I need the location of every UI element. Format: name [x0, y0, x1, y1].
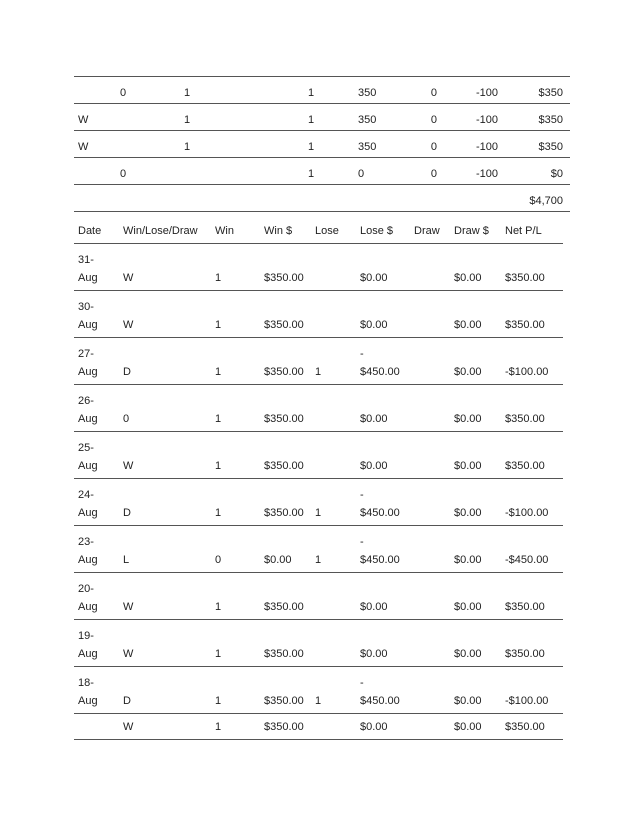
cell-win: 1 [215, 366, 222, 378]
summary-total-row [74, 184, 570, 211]
cell-lose-amt: $0.00 [360, 460, 388, 472]
cell-draw-amt: $0.00 [454, 319, 482, 331]
summary-cell: 1 [308, 114, 315, 126]
cell-result: D [123, 695, 131, 707]
summary-cell: 1 [184, 114, 191, 126]
summary-cell: 0 [120, 87, 127, 99]
cell-win-amt: $350.00 [264, 721, 304, 733]
summary-cell: $350 [538, 114, 563, 126]
cell-lose-amt: $450.00 [360, 366, 400, 378]
summary-cell: 1 [184, 141, 191, 153]
summary-row [74, 130, 570, 157]
cell-lose-amt: $450.00 [360, 507, 400, 519]
table-row [74, 384, 563, 431]
cell-net: $350.00 [505, 648, 545, 660]
cell-win: 1 [215, 721, 222, 733]
cell-win: 1 [215, 695, 222, 707]
summary-cell: 1 [308, 87, 315, 99]
cell-net: $350.00 [505, 601, 545, 613]
date-month: Aug [78, 507, 98, 519]
cell-result: W [123, 648, 134, 660]
table-row [74, 478, 563, 525]
date-day: 19- [78, 630, 94, 642]
lose-amount-sign: - [360, 536, 364, 548]
date-day: 24- [78, 489, 94, 501]
cell-draw-amt: $0.00 [454, 460, 482, 472]
column-header: Win/Lose/Draw [123, 225, 198, 237]
cell-lose-amt: $0.00 [360, 413, 388, 425]
cell-lose: 1 [315, 695, 322, 707]
date-day: 23- [78, 536, 94, 548]
cell-result: D [123, 366, 131, 378]
summary-cell: $0 [550, 168, 563, 180]
summary-cell: -100 [475, 114, 498, 126]
cell-win: 1 [215, 272, 222, 284]
cell-win-amt: $350.00 [264, 507, 304, 519]
column-header: Draw [414, 225, 440, 237]
table-row [74, 713, 563, 739]
date-month: Aug [78, 272, 98, 284]
date-month: Aug [78, 601, 98, 613]
cell-net: $350.00 [505, 460, 545, 472]
summary-row [74, 103, 570, 130]
cell-result: L [123, 554, 130, 566]
table-header [74, 218, 563, 243]
cell-lose: 1 [315, 554, 322, 566]
summary-cell: 0 [430, 141, 437, 153]
cell-draw-amt: $0.00 [454, 272, 482, 284]
summary-cell: $350 [538, 87, 563, 99]
daily-results-table [74, 218, 563, 740]
summary-total: $4,700 [529, 195, 563, 207]
cell-win-amt: $350.00 [264, 695, 304, 707]
summary-row [74, 76, 570, 103]
date-day: 20- [78, 583, 94, 595]
date-month: Aug [78, 319, 98, 331]
table-bottom-rule [74, 739, 563, 740]
table-row [74, 431, 563, 478]
cell-win-amt: $350.00 [264, 460, 304, 472]
table-row [74, 290, 563, 337]
cell-draw-amt: $0.00 [454, 413, 482, 425]
cell-win: 1 [215, 413, 222, 425]
column-header: Net P/L [505, 225, 542, 237]
summary-cell: -100 [475, 168, 498, 180]
cell-net: -$100.00 [505, 366, 549, 378]
column-header: Win $ [264, 225, 293, 237]
column-header: Date [78, 225, 102, 237]
summary-cell: 1 [308, 168, 315, 180]
cell-win-amt: $350.00 [264, 601, 304, 613]
table-row [74, 525, 563, 572]
summary-cell: 350 [358, 87, 377, 99]
cell-lose-amt: $0.00 [360, 601, 388, 613]
summary-cell: W [78, 114, 89, 126]
table-row [74, 243, 563, 290]
cell-draw-amt: $0.00 [454, 695, 482, 707]
cell-draw-amt: $0.00 [454, 648, 482, 660]
column-header: Draw $ [454, 225, 489, 237]
summary-bottom-rule [74, 211, 570, 212]
column-header: Win [215, 225, 234, 237]
date-day: 30- [78, 301, 94, 313]
cell-result: D [123, 507, 131, 519]
cell-result: W [123, 460, 134, 472]
summary-cell: 0 [430, 87, 437, 99]
cell-lose: 1 [315, 507, 322, 519]
cell-win-amt: $350.00 [264, 366, 304, 378]
table-row [74, 572, 563, 619]
cell-net: $350.00 [505, 272, 545, 284]
summary-cell: 1 [308, 141, 315, 153]
cell-net: -$450.00 [505, 554, 549, 566]
date-month: Aug [78, 366, 98, 378]
cell-win-amt: $0.00 [264, 554, 292, 566]
summary-cell: -100 [475, 141, 498, 153]
cell-win: 1 [215, 460, 222, 472]
cell-lose-amt: $450.00 [360, 554, 400, 566]
summary-cell: 0 [358, 168, 365, 180]
cell-result: W [123, 319, 134, 331]
cell-win-amt: $350.00 [264, 319, 304, 331]
date-day: 26- [78, 395, 94, 407]
summary-cell: 0 [430, 114, 437, 126]
cell-result: W [123, 272, 134, 284]
cell-win-amt: $350.00 [264, 272, 304, 284]
date-month: Aug [78, 460, 98, 472]
cell-win-amt: $350.00 [264, 648, 304, 660]
cell-lose-amt: $0.00 [360, 721, 388, 733]
summary-table [74, 76, 570, 212]
summary-cell: 1 [184, 87, 191, 99]
cell-lose-amt: $0.00 [360, 648, 388, 660]
summary-row [74, 157, 570, 184]
summary-cell: W [78, 141, 89, 153]
table-row [74, 337, 563, 384]
cell-net: -$100.00 [505, 507, 549, 519]
cell-result: 0 [123, 413, 130, 425]
table-row [74, 666, 563, 713]
cell-net: $350.00 [505, 413, 545, 425]
summary-cell: -100 [475, 87, 498, 99]
cell-draw-amt: $0.00 [454, 601, 482, 613]
date-day: 25- [78, 442, 94, 454]
lose-amount-sign: - [360, 677, 364, 689]
cell-draw-amt: $0.00 [454, 366, 482, 378]
date-month: Aug [78, 695, 98, 707]
column-header: Lose $ [360, 225, 394, 237]
cell-win-amt: $350.00 [264, 413, 304, 425]
cell-net: -$100.00 [505, 695, 549, 707]
date-day: 31- [78, 254, 94, 266]
cell-draw-amt: $0.00 [454, 507, 482, 519]
table-row [74, 619, 563, 666]
date-day: 27- [78, 348, 94, 360]
cell-result: W [123, 721, 134, 733]
cell-lose: 1 [315, 366, 322, 378]
lose-amount-sign: - [360, 489, 364, 501]
summary-cell: $350 [538, 141, 563, 153]
date-day: 18- [78, 677, 94, 689]
cell-draw-amt: $0.00 [454, 554, 482, 566]
lose-amount-sign: - [360, 348, 364, 360]
cell-win: 0 [215, 554, 222, 566]
date-month: Aug [78, 554, 98, 566]
cell-win: 1 [215, 601, 222, 613]
column-header: Lose [315, 225, 339, 237]
cell-win: 1 [215, 648, 222, 660]
summary-cell: 350 [358, 114, 377, 126]
date-month: Aug [78, 413, 98, 425]
cell-lose-amt: $450.00 [360, 695, 400, 707]
summary-cell: 0 [120, 168, 127, 180]
cell-win: 1 [215, 319, 222, 331]
cell-net: $350.00 [505, 721, 545, 733]
summary-cell: 350 [358, 141, 377, 153]
cell-net: $350.00 [505, 319, 545, 331]
cell-draw-amt: $0.00 [454, 721, 482, 733]
cell-result: W [123, 601, 134, 613]
cell-win: 1 [215, 507, 222, 519]
summary-cell: 0 [430, 168, 437, 180]
date-month: Aug [78, 648, 98, 660]
cell-lose-amt: $0.00 [360, 319, 388, 331]
cell-lose-amt: $0.00 [360, 272, 388, 284]
